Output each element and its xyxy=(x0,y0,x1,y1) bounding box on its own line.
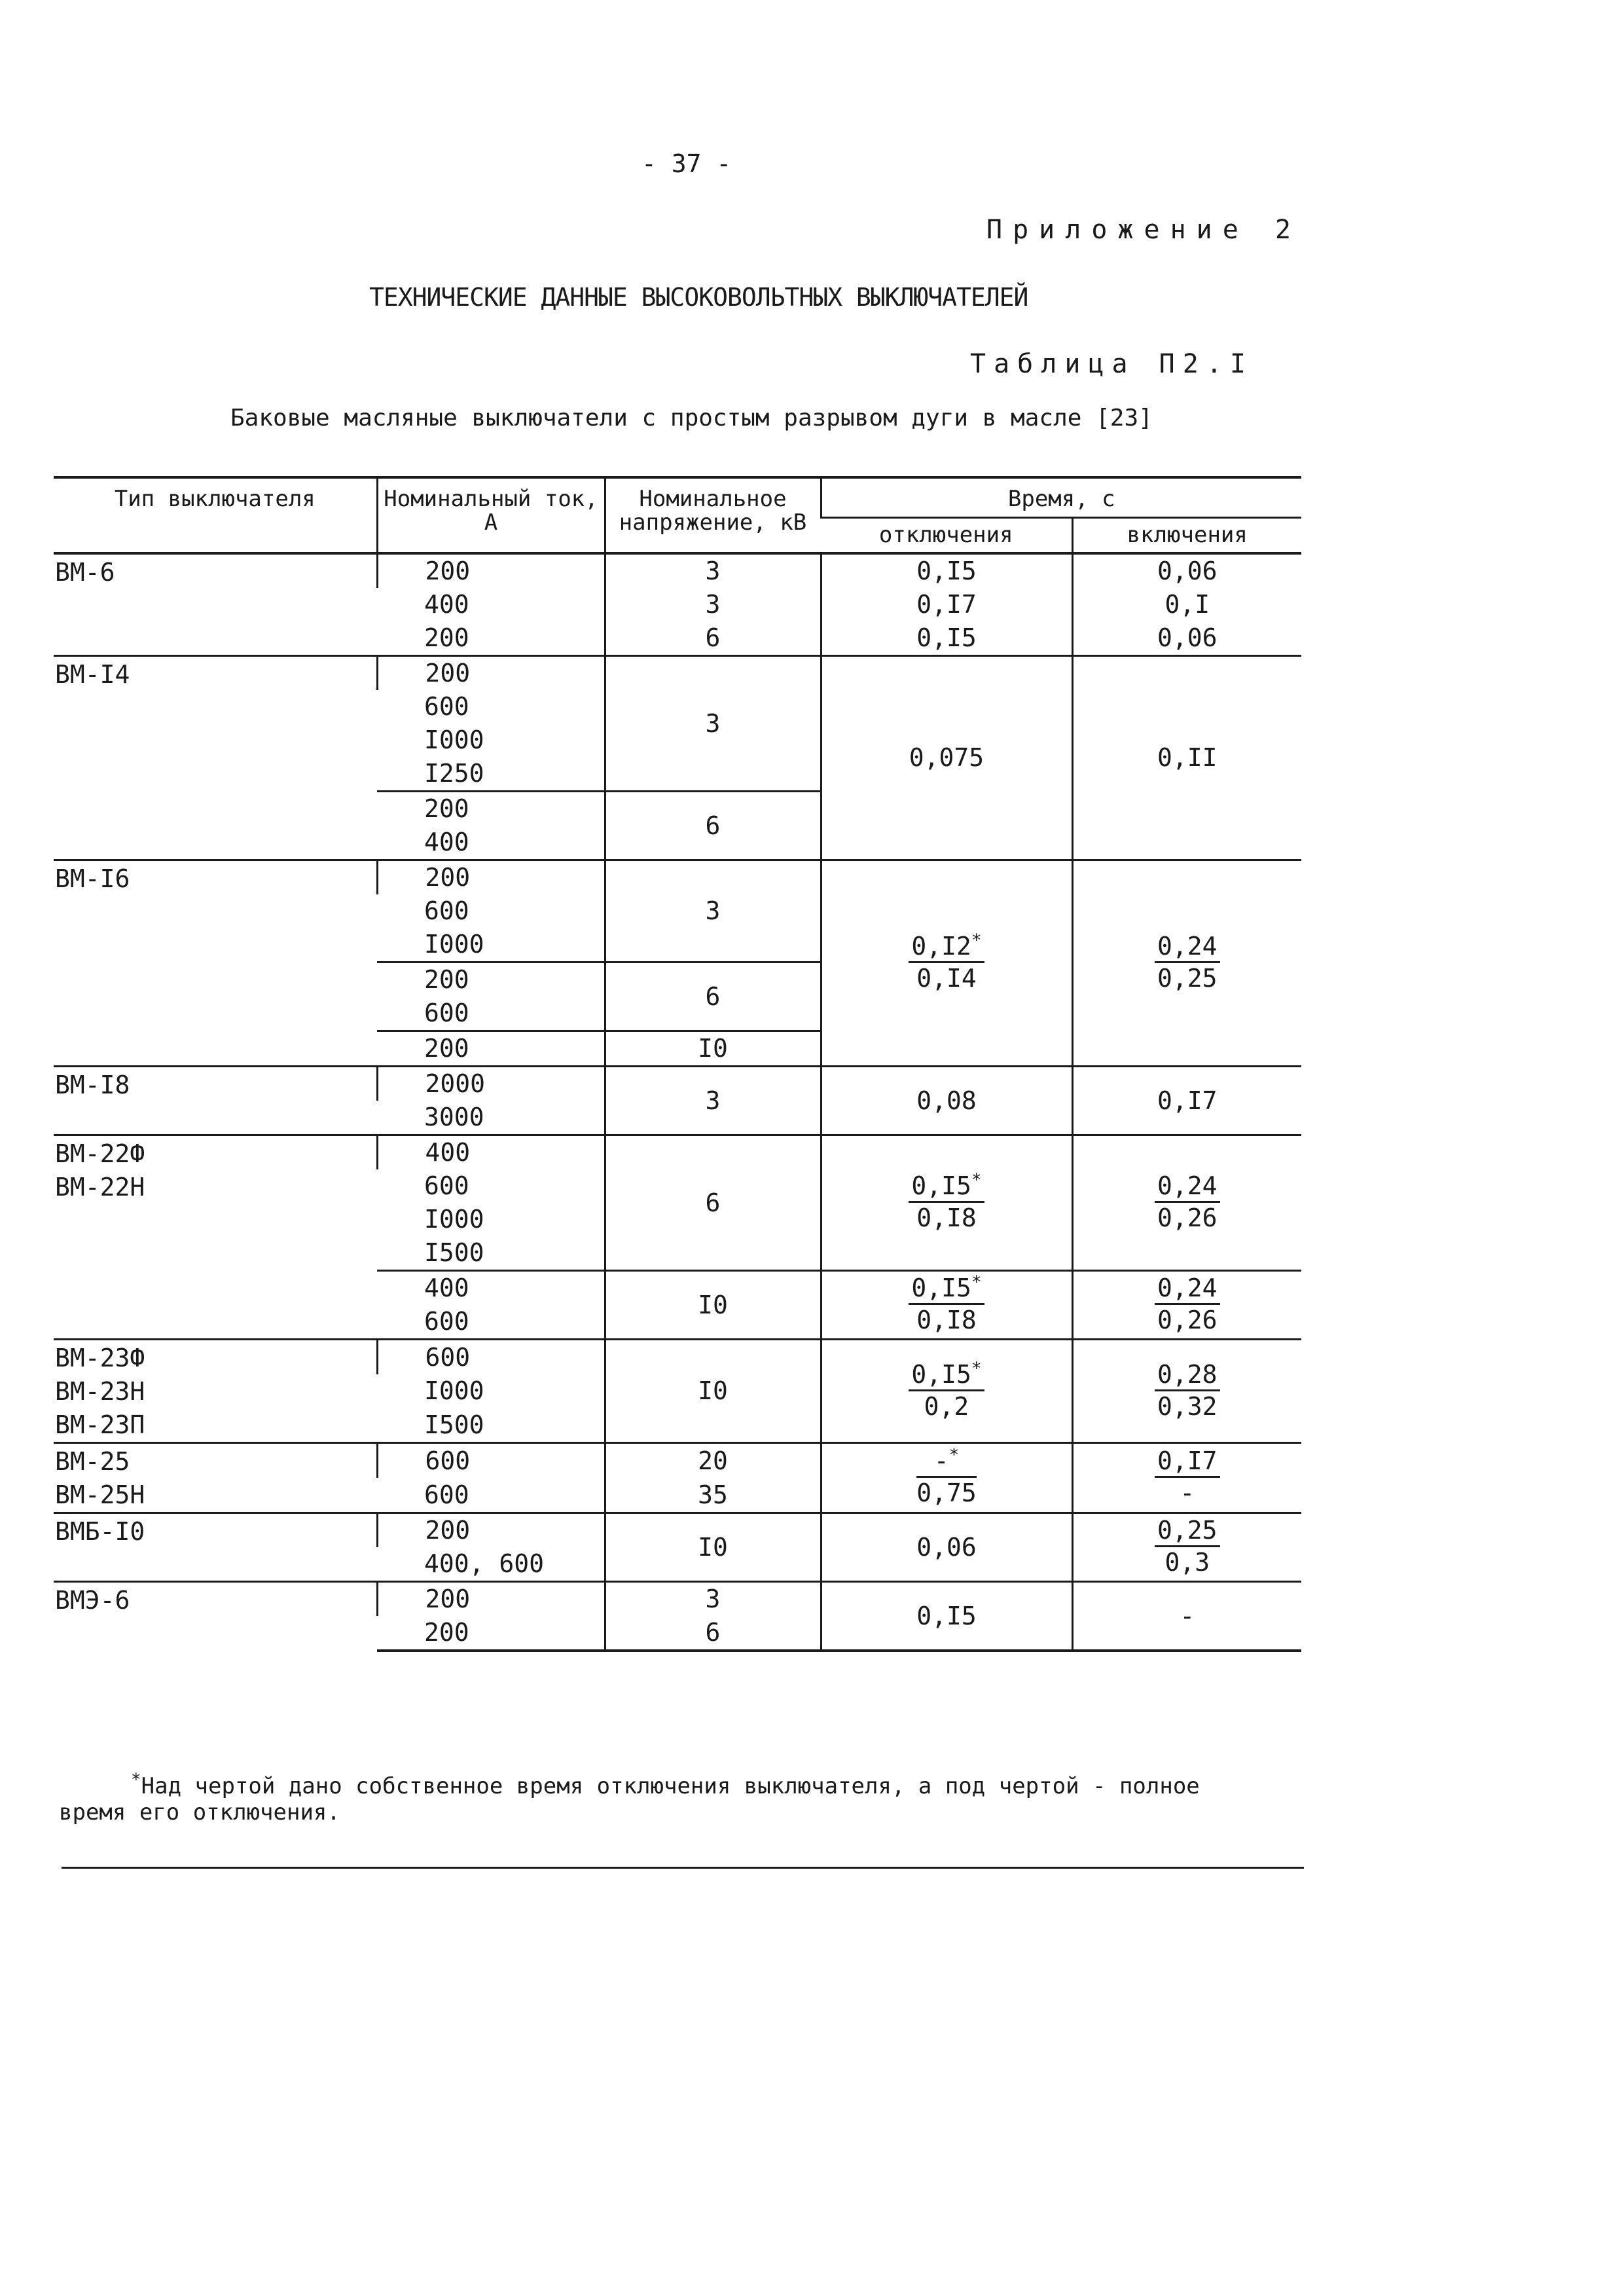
rated-voltage: I0 xyxy=(605,1513,821,1582)
time-off-fraction xyxy=(909,1171,984,1233)
header-voltage: Номинальное напряжение, кВ xyxy=(605,477,821,553)
rated-current: 200 xyxy=(377,792,605,826)
time-on: 0,06 xyxy=(1072,621,1301,656)
header-time: Время, с xyxy=(821,477,1301,517)
rated-current: 600 xyxy=(377,1340,605,1374)
rated-current: I000 xyxy=(424,930,484,959)
time-off-fraction xyxy=(909,1273,984,1335)
time-on xyxy=(1072,1340,1301,1443)
breaker-type-c: ВМ-23П xyxy=(55,1410,145,1440)
time-on-lower: 0,32 xyxy=(1157,1391,1218,1421)
time-off-full: 0,2 xyxy=(924,1391,969,1421)
table-row xyxy=(54,1582,1301,1617)
rated-voltage: 6 xyxy=(605,1616,821,1649)
time-on-upper: 0,28 xyxy=(1155,1359,1220,1391)
time-on: 0,06 xyxy=(1072,553,1301,588)
breaker-type: ВМ-I4 xyxy=(54,656,377,860)
time-off-own: 0,I5 xyxy=(911,1274,971,1303)
time-off xyxy=(821,1340,1072,1443)
rated-current: I000 xyxy=(424,1376,484,1406)
rated-voltage: I0 xyxy=(605,1031,821,1067)
time-off: 0,06 xyxy=(821,1513,1072,1582)
header-time-off: отключения xyxy=(821,517,1072,553)
time-on: 0,I7 xyxy=(1072,1067,1301,1135)
table-row xyxy=(54,1135,1301,1170)
time-on xyxy=(1072,1271,1301,1340)
time-off-full: 0,75 xyxy=(916,1478,977,1508)
rated-voltage: 20 xyxy=(605,1443,821,1478)
time-on-upper: 0,24 xyxy=(1155,1273,1220,1305)
breaker-type: ВМБ-I0 xyxy=(54,1513,377,1582)
time-off xyxy=(821,1135,1072,1271)
time-off: 0,I7 xyxy=(821,588,1072,621)
document-title: ТЕХНИЧЕСКИЕ ДАННЫЕ ВЫСОКОВОЛЬТНЫХ ВЫКЛЮЧАТЕЛЕЙ xyxy=(369,283,1028,312)
time-on-upper: 0,25 xyxy=(1155,1515,1220,1547)
time-off-fraction xyxy=(909,931,984,993)
rated-current: 3000 xyxy=(424,1103,484,1132)
rated-current: I000 xyxy=(424,1205,484,1234)
rated-voltage: I0 xyxy=(605,1340,821,1443)
time-on-lower: 0,26 xyxy=(1157,1306,1218,1335)
breaker-type-b: ВМ-22Н xyxy=(55,1173,145,1202)
time-off-fraction xyxy=(909,1359,984,1422)
rated-current: 400 xyxy=(424,828,469,857)
time-off: 0,I5 xyxy=(821,1582,1072,1650)
time-off xyxy=(821,1271,1072,1340)
empty-cell xyxy=(821,1649,1072,1651)
table-caption: Баковые масляные выключатели с простым разрывом дуги в масле [23] xyxy=(230,405,1153,431)
rated-current: 2000 xyxy=(377,1067,605,1101)
time-on-lower: 0,25 xyxy=(1157,964,1218,993)
rated-current: 600 xyxy=(377,1443,605,1478)
header-type: Тип выключателя xyxy=(54,477,377,553)
rated-current: 400, 600 xyxy=(424,1549,545,1579)
asterisk-mark: * xyxy=(971,1272,982,1293)
rated-current: I250 xyxy=(424,759,484,788)
time-on-fraction xyxy=(1155,931,1220,993)
breaker-type-a: ВМ-23Ф xyxy=(55,1344,145,1373)
page-number: - 37 - xyxy=(641,149,732,178)
empty-cell xyxy=(377,1649,605,1651)
time-on-fraction xyxy=(1155,1273,1220,1335)
rated-current: 600 xyxy=(424,999,469,1028)
time-on: 0,I xyxy=(1072,588,1301,621)
rated-voltage: 6 xyxy=(605,1135,821,1271)
time-on-fraction xyxy=(1155,1359,1220,1422)
table-row xyxy=(54,860,1301,895)
rated-current: 200 xyxy=(424,623,469,653)
breaker-type-a: ВМ-22Ф xyxy=(55,1139,145,1169)
asterisk-mark: * xyxy=(971,930,982,951)
rated-current: 200 xyxy=(377,1031,605,1067)
table-row xyxy=(54,1443,1301,1478)
rated-current: 200 xyxy=(377,860,605,895)
breaker-type: ВМЭ-6 xyxy=(54,1582,377,1651)
time-on xyxy=(1072,1135,1301,1271)
time-off-own: 0,I5 xyxy=(911,1359,971,1389)
rated-current: I000 xyxy=(424,725,484,755)
breaker-type-b: ВМ-23Н xyxy=(55,1377,145,1406)
rated-voltage: 6 xyxy=(605,963,821,1031)
time-off xyxy=(821,1443,1072,1513)
breaker-spec-table xyxy=(54,476,1301,1652)
table-row xyxy=(54,656,1301,691)
rated-voltage: 3 xyxy=(605,553,821,588)
time-on: - xyxy=(1072,1582,1301,1650)
breaker-type xyxy=(54,1443,377,1513)
time-off-own: 0,I5 xyxy=(911,1171,971,1201)
table-label: Таблица П2.I xyxy=(970,349,1254,379)
time-off: 0,I5 xyxy=(821,621,1072,656)
rated-current: 400 xyxy=(377,1271,605,1306)
time-off: 0,08 xyxy=(821,1067,1072,1135)
empty-cell xyxy=(1072,1649,1301,1651)
rated-current: 200 xyxy=(377,1582,605,1617)
footnote xyxy=(59,1770,1283,1825)
footnote-line-2: время его отключения. xyxy=(59,1799,340,1825)
rated-current: 200 xyxy=(377,656,605,691)
asterisk-mark: * xyxy=(971,1359,982,1379)
time-off-own: - xyxy=(933,1446,949,1476)
time-off: 0,075 xyxy=(821,656,1072,860)
table-row xyxy=(54,1340,1301,1374)
footnote-line-1: Над чертой дано собственное время отключения выключателя, а под чертой - полное xyxy=(141,1773,1200,1799)
table-row xyxy=(54,553,1301,588)
breaker-type-a: ВМ-25 xyxy=(55,1447,130,1477)
asterisk-mark: * xyxy=(131,1770,141,1790)
rated-current: 600 xyxy=(424,1171,469,1201)
rated-voltage: 3 xyxy=(605,1067,821,1135)
time-off-full: 0,I4 xyxy=(916,964,977,993)
time-on xyxy=(1072,860,1301,1067)
time-on xyxy=(1072,1513,1301,1582)
rated-voltage: 3 xyxy=(605,1582,821,1617)
time-on-upper: 0,I7 xyxy=(1155,1446,1220,1478)
time-off: 0,I5 xyxy=(821,553,1072,588)
time-off xyxy=(821,860,1072,1067)
rated-current: 600 xyxy=(424,1307,469,1336)
appendix-label: Приложение 2 xyxy=(986,215,1301,245)
rated-current: 200 xyxy=(377,553,605,588)
time-off-fraction xyxy=(916,1446,977,1508)
rated-voltage: 6 xyxy=(605,621,821,656)
time-on-upper: 0,24 xyxy=(1155,931,1220,963)
breaker-type-b: ВМ-25Н xyxy=(55,1480,145,1510)
time-on-fraction xyxy=(1155,1446,1220,1508)
rated-current: 600 xyxy=(424,692,469,722)
asterisk-mark: * xyxy=(948,1445,960,1465)
rated-voltage: 35 xyxy=(605,1478,821,1513)
time-on xyxy=(1072,1443,1301,1513)
header-current: Номинальный ток, А xyxy=(377,477,605,553)
rated-current: 200 xyxy=(377,963,605,997)
time-off-full: 0,I8 xyxy=(916,1306,977,1335)
empty-cell xyxy=(605,1649,821,1651)
rated-voltage: 3 xyxy=(605,656,821,792)
rated-voltage: 3 xyxy=(605,860,821,963)
rated-current: 400 xyxy=(377,1135,605,1170)
time-on-lower: 0,26 xyxy=(1157,1203,1218,1233)
time-on-fraction xyxy=(1155,1515,1220,1577)
table-row xyxy=(54,1513,1301,1548)
rated-current: 200 xyxy=(377,1513,605,1548)
time-on-lower: 0,3 xyxy=(1164,1548,1210,1577)
time-off-full: 0,I8 xyxy=(916,1203,977,1233)
breaker-type: ВМ-6 xyxy=(54,553,377,656)
breaker-type xyxy=(54,1135,377,1340)
rated-voltage: 3 xyxy=(605,588,821,621)
rated-current: 600 xyxy=(424,1480,469,1509)
asterisk-mark: * xyxy=(971,1170,982,1190)
rated-current: 400 xyxy=(424,590,469,619)
rated-voltage: 6 xyxy=(605,792,821,860)
breaker-type xyxy=(54,1340,377,1443)
header-time-on: включения xyxy=(1072,517,1301,553)
rated-current: 200 xyxy=(424,1618,469,1647)
rated-current: 600 xyxy=(424,896,469,926)
rated-current: I500 xyxy=(424,1238,484,1268)
rated-current: I500 xyxy=(424,1410,484,1440)
table-row xyxy=(54,1067,1301,1101)
time-on-fraction xyxy=(1155,1171,1220,1233)
time-on-upper: 0,24 xyxy=(1155,1171,1220,1203)
time-on-lower: - xyxy=(1180,1478,1195,1508)
time-off-own: 0,I2 xyxy=(911,932,971,961)
rated-voltage: I0 xyxy=(605,1271,821,1340)
time-on: 0,II xyxy=(1072,656,1301,860)
breaker-type: ВМ-I6 xyxy=(54,860,377,1067)
breaker-type: ВМ-I8 xyxy=(54,1067,377,1135)
footnote-rule xyxy=(62,1867,1304,1869)
